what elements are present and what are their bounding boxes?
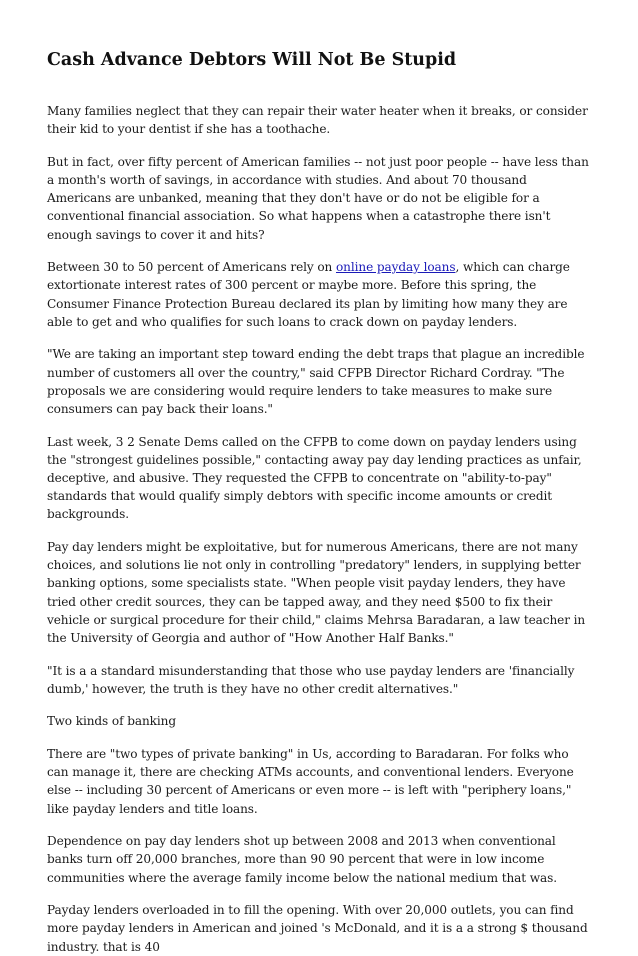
paragraph: Payday lenders overloaded in to fill the opening. With over 20,000 outlets, you can find more payday lenders in American and joined 's McDonald, and it is a a strong $ thousand industry. that is 40 [47,903,588,954]
paragraph: Last week, 3 2 Senate Dems called on the CFPB to come down on payday lenders using the "strongest guidelines possible," contacting away pay day lending practices as unfair, deceptive, and abusive. They requested the CFPB to concentrate on "ability-to-pay" standards that would qualify simply debtors with specific income amounts or credit backgrounds. [47,434,582,522]
paragraph: Pay day lenders might be exploitative, but for numerous Americans, there are not many choices, and solutions lie not only in controlling "predatory" lenders, in supplying better banking options, some specialists state. "When people visit payday lenders, they have tried other credit sources, they can be tapped away, and they need $500 to fix their vehicle or surgical procedure for their child," claims Mehrsa Baradaran, a law teacher in the University of Georgia and author of "How Another Half Banks." [47,540,586,646]
paragraph: There are "two types of private banking" in Us, according to Baradaran. For folks who can manage it, there are checking ATMs accounts, and conventional lenders. Everyone else -- including 30 percent of Americans or even more -- is left with "periphery loans," like payday lenders and title loans. [47,747,574,816]
paragraph: But in fact, over fifty percent of American families -- not just poor people -- have less than a month's worth of savings, in accordance with studies. And about 70 thousand Americans are unbanked, meaning that they don't have or do not be eligible for a conventional financial association. So what happens when a catastrophe there isn't enough savings to cover it and hits? [47,154,589,242]
paragraph [47,258,592,331]
document-title: Cash Advance Debtors Will Not Be Stupid [47,50,457,70]
paragraph-text: Between 30 to 50 percent of Americans rely on [47,260,336,275]
paragraph: Many families neglect that they can repair their water heater when it breaks, or consider their kid to your dentist if she has a toothache. [47,104,588,137]
paragraph-text: , which can charge extortionate interest rates of 300 percent or maybe more. Before this spring, the Consumer Finance Protection Bureau declared its plan by limiting how many they are able to get and who qualifies for such loans to crack down on payday lenders. [47,260,570,329]
paragraph: "It is a a standard misunderstanding that those who use payday lenders are 'financially dumb,' however, the truth is they have no other credit alternatives." [47,663,575,696]
paragraph: Dependence on pay day lenders shot up between 2008 and 2013 when conventional banks turn off 20,000 branches, more than 90 90 percent that were in low income communities where the average family income below the national medium that was. [47,834,558,885]
section-heading: Two kinds of banking [47,714,176,729]
online-payday-loans-link[interactable]: online payday loans [336,260,456,275]
paragraph: "We are taking an important step toward ending the debt traps that plague an incredible number of customers all over the country," said CFPB Director Richard Cordray. "The proposals we are considering would require lenders to take measures to make sure consumers can pay back their loans." [47,347,585,417]
